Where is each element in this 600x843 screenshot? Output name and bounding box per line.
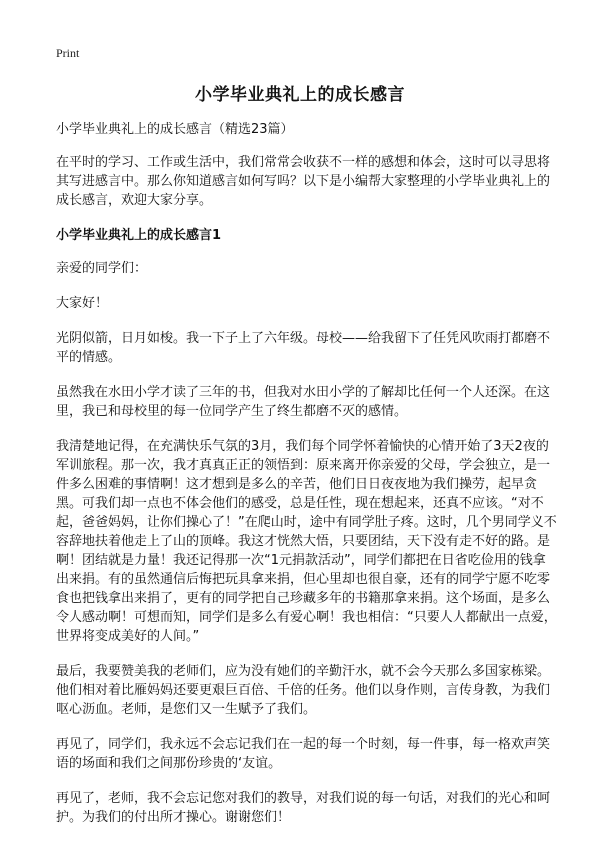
body-paragraph: 再见了，同学们，我永远不会忘记我们在一起的每一个时刻，每一件事，每一格欢声笑语的场面和我们之间那份珍贵的‘友谊。 (56, 737, 551, 771)
section-heading: 小学毕业典礼上的成长感言1 (56, 228, 222, 243)
intro-paragraph: 在平时的学习、工作或生活中，我们常常会收获不一样的感想和体会，这时可以寻思将其写进感言中。那么你知道感言如何写吗？以下是小编帮大家整理的小学毕业典礼上的成长感言，欢迎大家分享。 (56, 155, 551, 208)
salutation: 亲爱的同学们： (56, 261, 148, 276)
document-subtitle: 小学毕业典礼上的成长感言（精选23篇） (56, 122, 294, 137)
greeting: 大家好！ (56, 296, 109, 311)
body-paragraph: 我清楚地记得，在充满快乐气氛的3月，我们每个同学怀着愉快的心情开始了3天2夜的军训旅程。那一次，我才真真正正的领悟到：原来离开你亲爱的父母，学会独立，是一件多么困难的事情啊！这才想到是多么的辛苦，他们日日夜夜地为我们操劳，起早贪黑。可我们却一点也不体会他们的感受，总是任性，现在想起来，还真不应该。“对不起，爸爸妈妈，让你们操心了！”在爬山时，途中有同学肚子疼。这时，几个男同学义不容辞地扶着他走上了山的顶峰。我这才恍然大悟，只要团结，天下没有走不好的路。是啊！团结就是力量！我还记得那一次“1元捐款活动”，同学们都把在日省吃俭用的钱拿出来捐。有的虽然通信后悔把玩具拿来捐，但心里却也很自豪，还有的同学宁愿不吃零食也把钱拿出来捐了，更有的同学把自己珍藏多年的书籍那拿来捐。这个场面，是多么令人感动啊！可想而知，同学们是多么有爱心啊！我也相信：“只要人人都献出一点爱，世界将变成美好的人间。” (56, 439, 557, 644)
page-title: 小学毕业典礼上的成长感言 (195, 85, 405, 105)
document-body (56, 120, 558, 843)
body-paragraph: 虽然我在水田小学才读了三年的书，但我对水田小学的了解却比任何一个人还深。在这里，我已和母校里的每一位同学产生了终生都磨不灭的感情。 (56, 385, 551, 419)
body-paragraph: 再见了，老师，我不会忘记您对我们的教导，对我们说的每一句话，对我们的光心和呵护。为我们的付出所才操心。谢谢您们！ (56, 791, 551, 825)
body-paragraph: 最后，我要赞美我的老师们，应为没有她们的辛勤汗水，就不会今天那么多国家栋梁。他们相对着比雁妈妈还要更艰巨百倍、千倍的任务。他们以身作则，言传身教，为我们呕心沥血。老师，是您们又一生赋予了我们。 (56, 664, 551, 717)
print-link[interactable]: Print (56, 46, 80, 60)
body-paragraph: 光阴似箭，日月如梭。我一下子上了六年级。母校——给我留下了任凭风吹雨打都磨不平的情感。 (56, 331, 551, 365)
